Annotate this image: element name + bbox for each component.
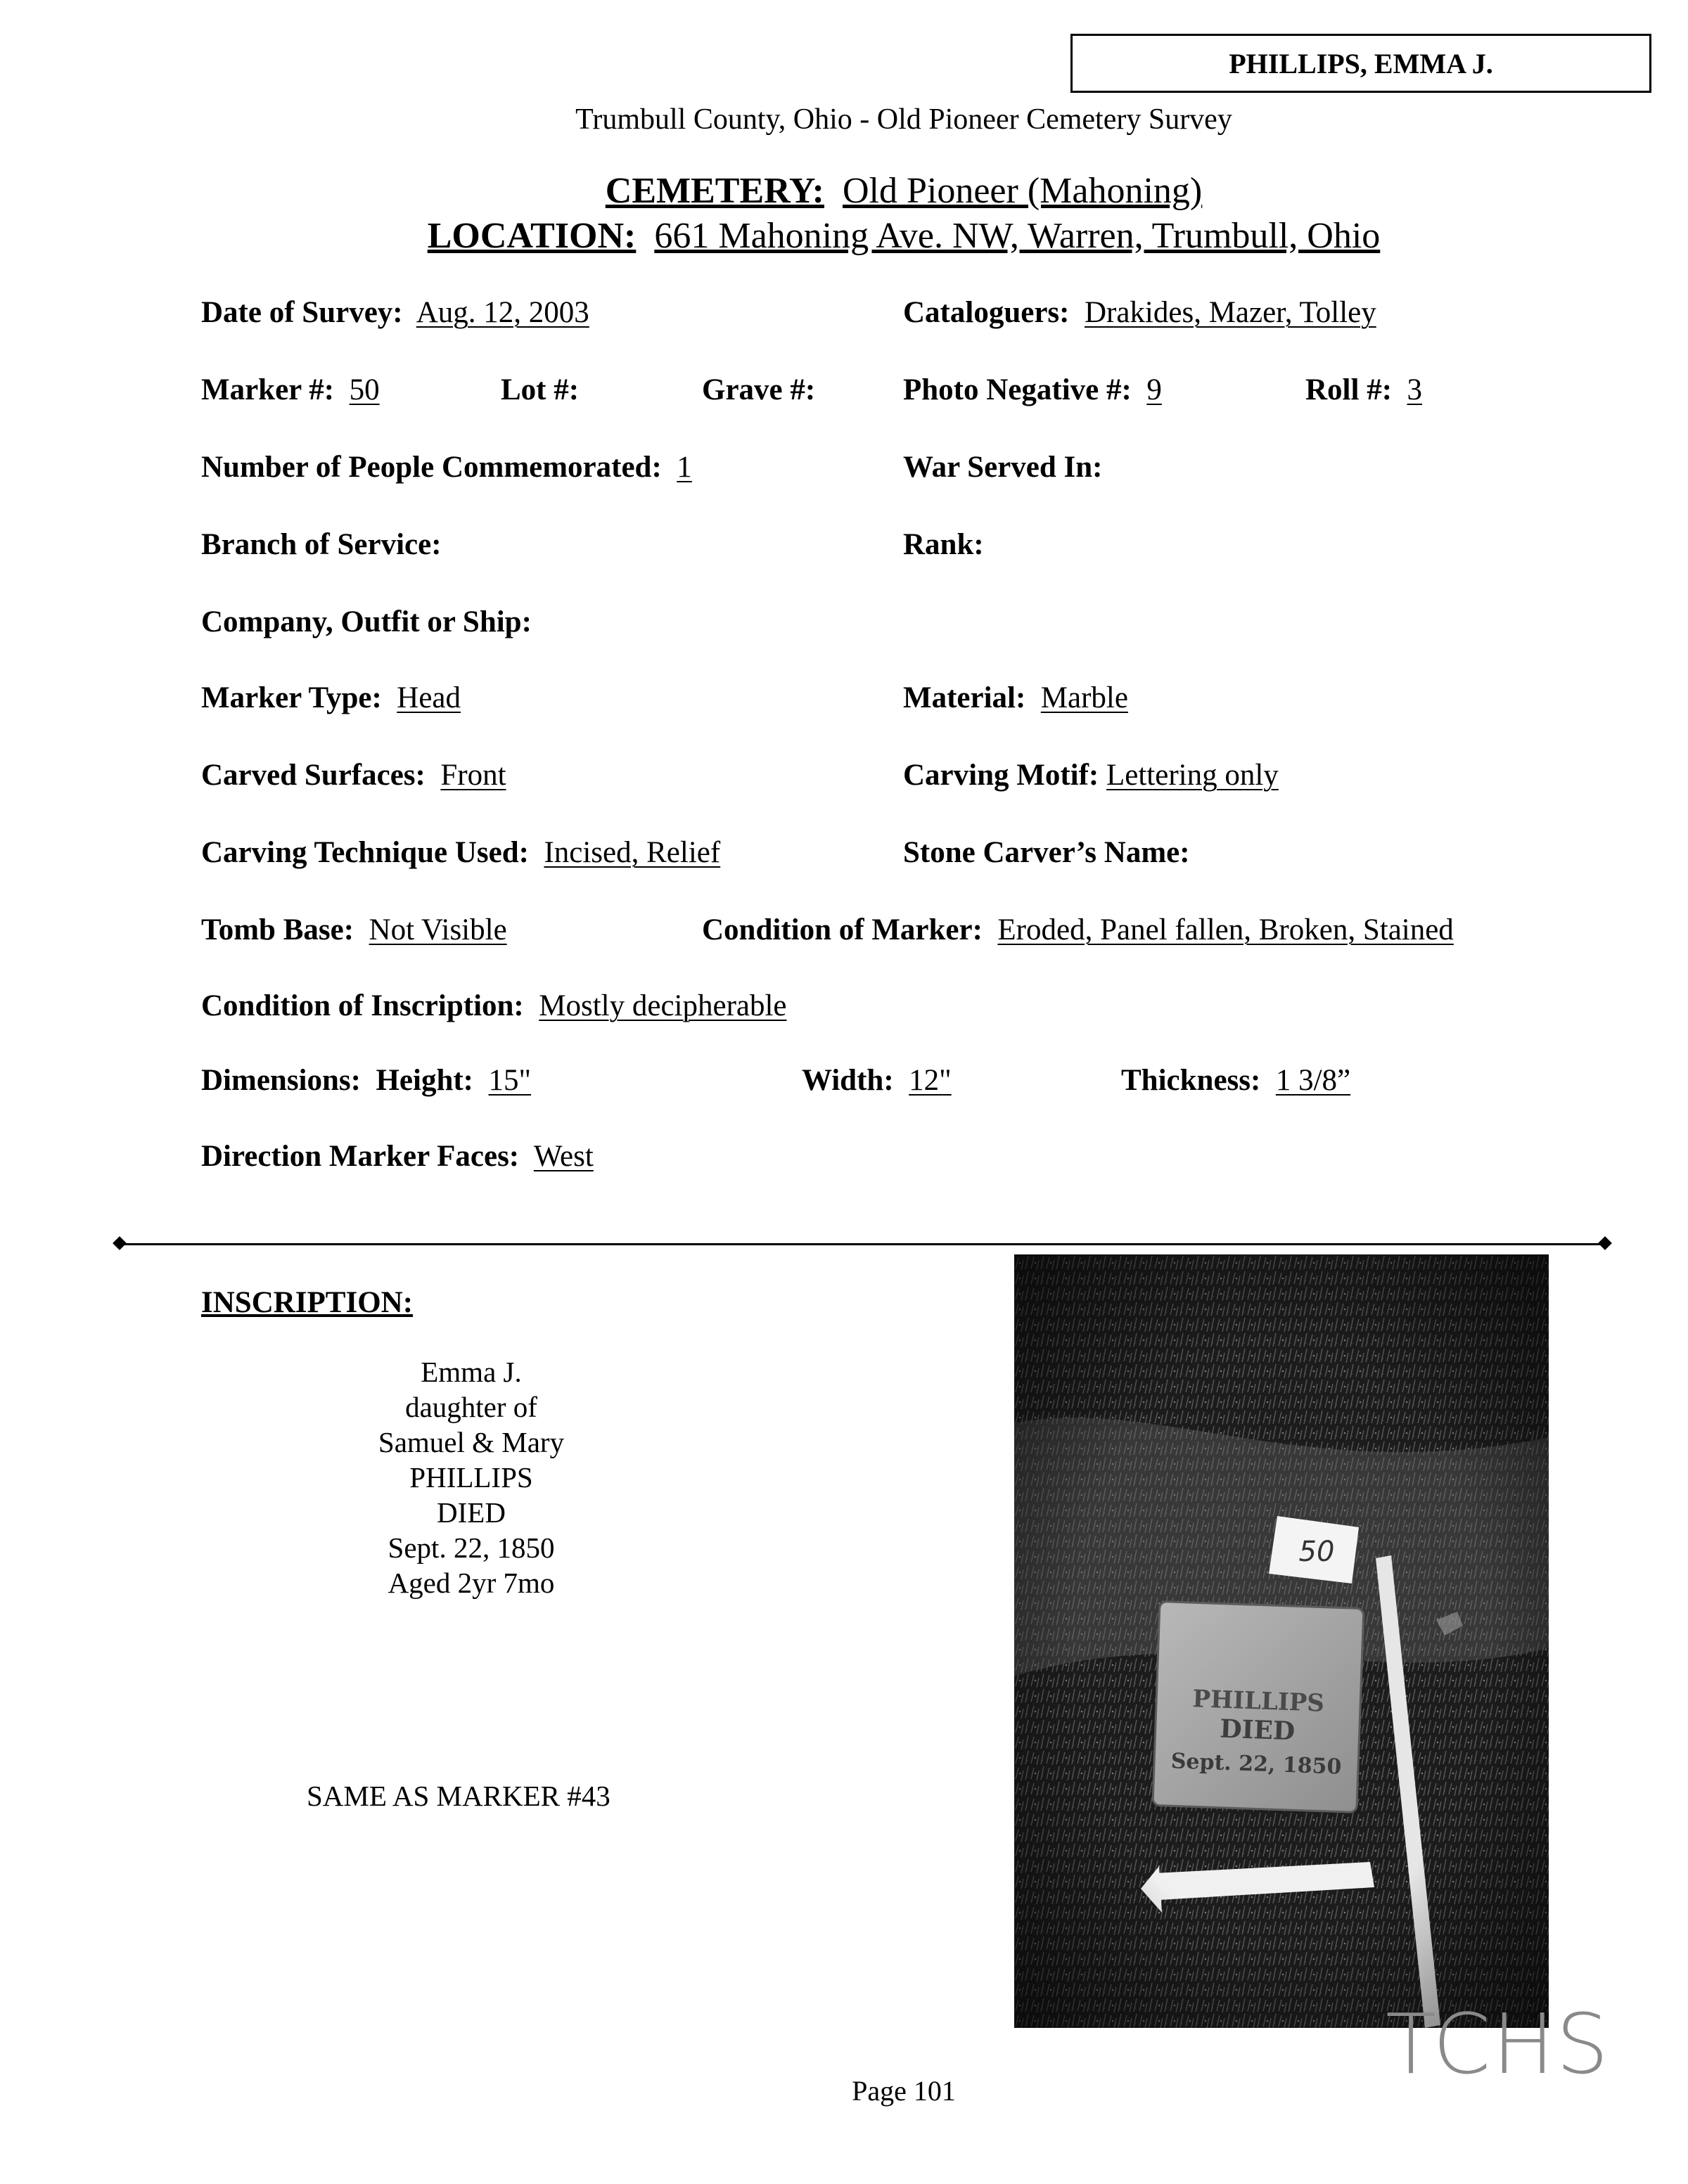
field-value: 50 xyxy=(349,373,380,406)
field-value: Lettering only xyxy=(1106,759,1279,792)
field-width xyxy=(802,1063,952,1098)
inscription-line: Samuel & Mary xyxy=(378,1426,565,1458)
field-rank xyxy=(903,527,984,562)
field-carving-technique xyxy=(201,835,720,870)
field-lot-no xyxy=(501,373,579,407)
inscription-line: DIED xyxy=(437,1496,506,1529)
field-date-of-survey xyxy=(201,295,589,330)
inscription-line: daughter of xyxy=(405,1391,537,1423)
location-title xyxy=(0,215,1688,257)
field-roll-no xyxy=(1305,373,1422,407)
field-value: 12" xyxy=(909,1064,952,1097)
field-value: Eroded, Panel fallen, Broken, Stained xyxy=(997,913,1454,946)
inscription-line: PHILLIPS xyxy=(409,1461,533,1494)
field-label: Marker #: xyxy=(201,373,335,406)
field-direction-faces xyxy=(201,1139,594,1174)
field-value: 9 xyxy=(1146,373,1162,406)
field-carving-motif xyxy=(903,758,1279,792)
inscription-text xyxy=(324,1354,619,1600)
field-thickness xyxy=(1121,1063,1350,1098)
photo-vignette xyxy=(1014,1254,1549,2028)
field-value: Marble xyxy=(1040,681,1128,714)
field-value: 1 xyxy=(677,451,692,484)
field-label: Carving Motif: xyxy=(903,759,1099,792)
field-value: Mostly decipherable xyxy=(539,989,787,1022)
location-label: LOCATION: xyxy=(427,216,637,256)
field-marker-no xyxy=(201,373,380,407)
field-tomb-base xyxy=(201,913,507,947)
field-label: Cataloguers: xyxy=(903,296,1070,329)
field-label: Date of Survey: xyxy=(201,296,403,329)
field-company-outfit-ship xyxy=(201,605,532,639)
tchs-watermark: TCHS xyxy=(1386,1996,1611,2093)
field-label: Roll #: xyxy=(1305,373,1393,406)
cemetery-value: Old Pioneer (Mahoning) xyxy=(842,171,1203,211)
section-divider xyxy=(120,1243,1605,1245)
page-number: Page 101 xyxy=(852,2075,956,2107)
field-label: Lot #: xyxy=(501,373,580,406)
field-label: Stone Carver’s Name: xyxy=(903,836,1190,869)
field-label: Condition of Marker: xyxy=(702,913,983,946)
field-people-commemorated xyxy=(201,450,692,484)
inscription-heading: INSCRIPTION: xyxy=(201,1286,414,1319)
field-label: Rank: xyxy=(903,528,984,561)
field-condition-inscription xyxy=(201,989,787,1023)
field-material xyxy=(903,681,1128,715)
field-carved-surfaces xyxy=(201,758,506,792)
divider-diamond-right xyxy=(1598,1236,1612,1250)
field-grave-no xyxy=(702,373,815,407)
field-photo-negative xyxy=(903,373,1162,407)
field-cataloguers xyxy=(903,295,1376,330)
field-value: Front xyxy=(440,759,506,792)
inscription-line: Aged 2yr 7mo xyxy=(388,1567,555,1599)
field-value: Drakides, Mazer, Tolley xyxy=(1084,296,1376,329)
divider-diamond-left xyxy=(113,1236,127,1250)
field-label: Height: xyxy=(376,1064,474,1097)
field-marker-type xyxy=(201,681,461,715)
field-dimensions xyxy=(201,1063,531,1098)
field-stone-carver xyxy=(903,835,1190,870)
field-label: Branch of Service: xyxy=(201,528,442,561)
field-label: Tomb Base: xyxy=(201,913,354,946)
gravestone-photo xyxy=(1014,1254,1549,2028)
survey-title: Trumbull County, Ohio - Old Pioneer Cemetery Survey xyxy=(575,103,1232,136)
field-label: Carved Surfaces: xyxy=(201,759,426,792)
field-value: 15" xyxy=(488,1064,532,1097)
inscription-line: Sept. 22, 1850 xyxy=(388,1531,555,1564)
cemetery-label: CEMETERY: xyxy=(605,171,824,211)
field-label: Company, Outfit or Ship: xyxy=(201,605,532,638)
field-label: Width: xyxy=(802,1064,894,1097)
field-value: Aug. 12, 2003 xyxy=(416,296,589,329)
field-value: Incised, Relief xyxy=(544,836,721,869)
field-label: Marker Type: xyxy=(201,681,382,714)
field-condition-marker xyxy=(702,913,1454,947)
field-label: Carving Technique Used: xyxy=(201,836,529,869)
field-label: Condition of Inscription: xyxy=(201,989,524,1022)
field-label: Grave #: xyxy=(702,373,816,406)
field-value: West xyxy=(533,1140,594,1173)
cemetery-title xyxy=(0,170,1688,212)
same-as-marker-note: SAME AS MARKER #43 xyxy=(307,1780,610,1812)
field-label: Material: xyxy=(903,681,1026,714)
location-value: 661 Mahoning Ave. NW, Warren, Trumbull, Ohio xyxy=(654,216,1381,256)
field-label: Thickness: xyxy=(1121,1064,1261,1097)
field-war-served-in xyxy=(903,450,1103,484)
inscription-line: Emma J. xyxy=(421,1356,522,1388)
field-value: Not Visible xyxy=(369,913,507,946)
record-name-box: PHILLIPS, EMMA J. xyxy=(1070,34,1651,93)
field-label: War Served In: xyxy=(903,451,1103,484)
field-label: Dimensions: xyxy=(201,1064,361,1097)
field-branch-of-service xyxy=(201,527,442,562)
field-value: 1 3/8ˮ xyxy=(1275,1064,1351,1097)
field-value: 3 xyxy=(1407,373,1423,406)
field-value: Head xyxy=(397,681,461,714)
field-label: Number of People Commemorated: xyxy=(201,451,662,484)
field-label: Direction Marker Faces: xyxy=(201,1140,520,1173)
field-label: Photo Negative #: xyxy=(903,373,1132,406)
